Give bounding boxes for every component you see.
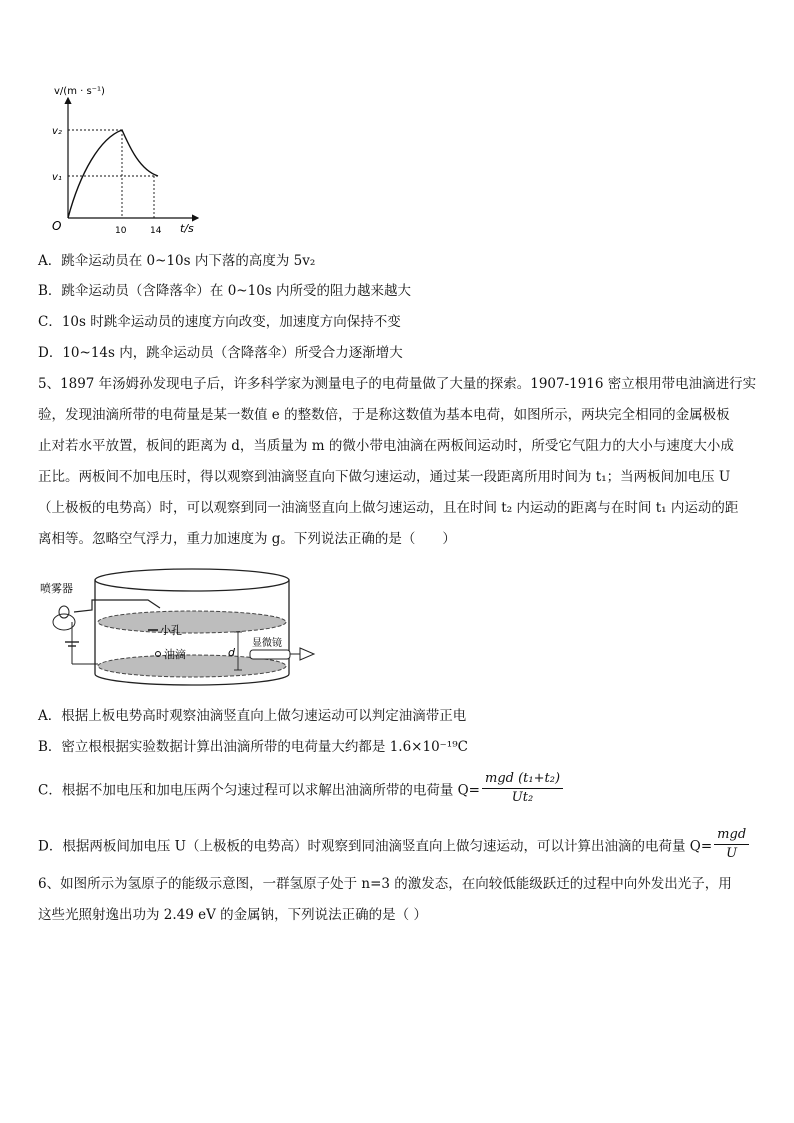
origin-label: O bbox=[52, 219, 62, 233]
q4-option-c: C．10s 时跳伞运动员的速度方向改变，加速度方向保持不变 bbox=[38, 314, 401, 330]
eye-icon bbox=[300, 648, 314, 660]
y-tick-v2: v₂ bbox=[52, 126, 62, 137]
drop-label: 油滴 bbox=[164, 648, 186, 661]
q5-option-c-numerator: mgd (t₁+t₂) bbox=[482, 770, 563, 789]
q5-option-d-numerator: mgd bbox=[714, 826, 749, 845]
q4-option-d: D．10~14s 内，跳伞运动员（含降落伞）所受合力逐渐增大 bbox=[38, 345, 403, 361]
q4-option-a: A．跳伞运动员在 0~10s 内下落的高度为 5v₂ bbox=[38, 253, 316, 269]
q5-option-d bbox=[38, 826, 751, 863]
q6-line-1: 6、如图所示为氢原子的能级示意图，一群氢原子处于 n=3 的激发态，在向较低能级跃迁的过程中向外发出光子，用 bbox=[38, 876, 732, 892]
q5-option-c bbox=[38, 770, 565, 807]
distance-label: d bbox=[228, 646, 235, 659]
q5-line-5: （上极板的电势高）时，可以观察到同一油滴竖直向上做匀速运动，且在时间 t₂ 内运动的距离与在时间 t₁ 内运动的距 bbox=[38, 500, 739, 516]
microscope-label: 显微镜 bbox=[252, 638, 282, 649]
y-axis-label: v/(m · s⁻¹) bbox=[54, 86, 105, 97]
x-tick-14: 14 bbox=[150, 226, 162, 236]
x-axis-label: t/s bbox=[180, 222, 194, 235]
q5-option-c-text: C．根据不加电压和加电压两个匀速过程可以求解出油滴所带的电荷量 Q= bbox=[38, 782, 480, 799]
q5-option-c-denominator: Ut₂ bbox=[511, 790, 534, 805]
millikan-apparatus-figure bbox=[38, 566, 328, 692]
q6-line-2: 这些光照射逸出功为 2.49 eV 的金属钠，下列说法正确的是（ ） bbox=[38, 907, 427, 923]
sprayer-tube bbox=[74, 600, 160, 612]
y-tick-v1: v₁ bbox=[52, 172, 62, 183]
q5-line-2: 验，发现油滴所带的电荷量是某一数值 e 的整数倍，于是称这数值为基本电荷，如图所示，两块完全相同的金属极板 bbox=[38, 407, 730, 423]
sprayer-label: 喷雾器 bbox=[40, 582, 73, 595]
q5-line-4: 正比。两板间不加电压时，得以观察到油滴竖直向下做匀速运动，通过某一段距离所用时间为 t₁；当两板间加电压 U bbox=[38, 469, 731, 485]
q5-line-3: 止对若水平放置，板间的距离为 d，当质量为 m 的微小带电油滴在两板间运动时，所受它气阻力的大小与速度大小成 bbox=[38, 438, 734, 454]
q5-option-a: A．根据上板电势高时观察油滴竖直向上做匀速运动可以判定油滴带正电 bbox=[38, 708, 467, 724]
velocity-curve bbox=[68, 130, 158, 218]
q5-line-1: 5、1897 年汤姆孙发现电子后，许多科学家为测量电子的电荷量做了大量的探索。1907-1916 密立根用带电油滴进行实 bbox=[38, 376, 757, 392]
q5-option-d-text: D．根据两板间加电压 U（上极板的电势高）时观察到同油滴竖直向上做匀速运动，可以计算出油滴的电荷量 Q= bbox=[38, 838, 713, 855]
velocity-time-graph bbox=[40, 78, 210, 238]
q5-option-b: B．密立根根据实验数据计算出油滴所带的电荷量大约都是 1.6×10⁻¹⁹C bbox=[38, 739, 468, 755]
q5-option-c-formula bbox=[482, 770, 563, 807]
microscope-icon bbox=[250, 650, 290, 659]
q5-option-d-denominator: U bbox=[726, 846, 738, 861]
q5-option-d-formula bbox=[714, 826, 749, 863]
hole-label: 小孔 bbox=[160, 624, 182, 637]
upper-plate bbox=[98, 611, 286, 633]
x-tick-10: 10 bbox=[115, 226, 127, 236]
cylinder-top bbox=[95, 569, 289, 591]
q5-line-6: 离相等。忽略空气浮力，重力加速度为 g。下列说法正确的是（ ） bbox=[38, 531, 456, 547]
sprayer-handle-icon bbox=[59, 606, 69, 618]
q4-option-b: B．跳伞运动员（含降落伞）在 0~10s 内所受的阻力越来越大 bbox=[38, 283, 412, 299]
